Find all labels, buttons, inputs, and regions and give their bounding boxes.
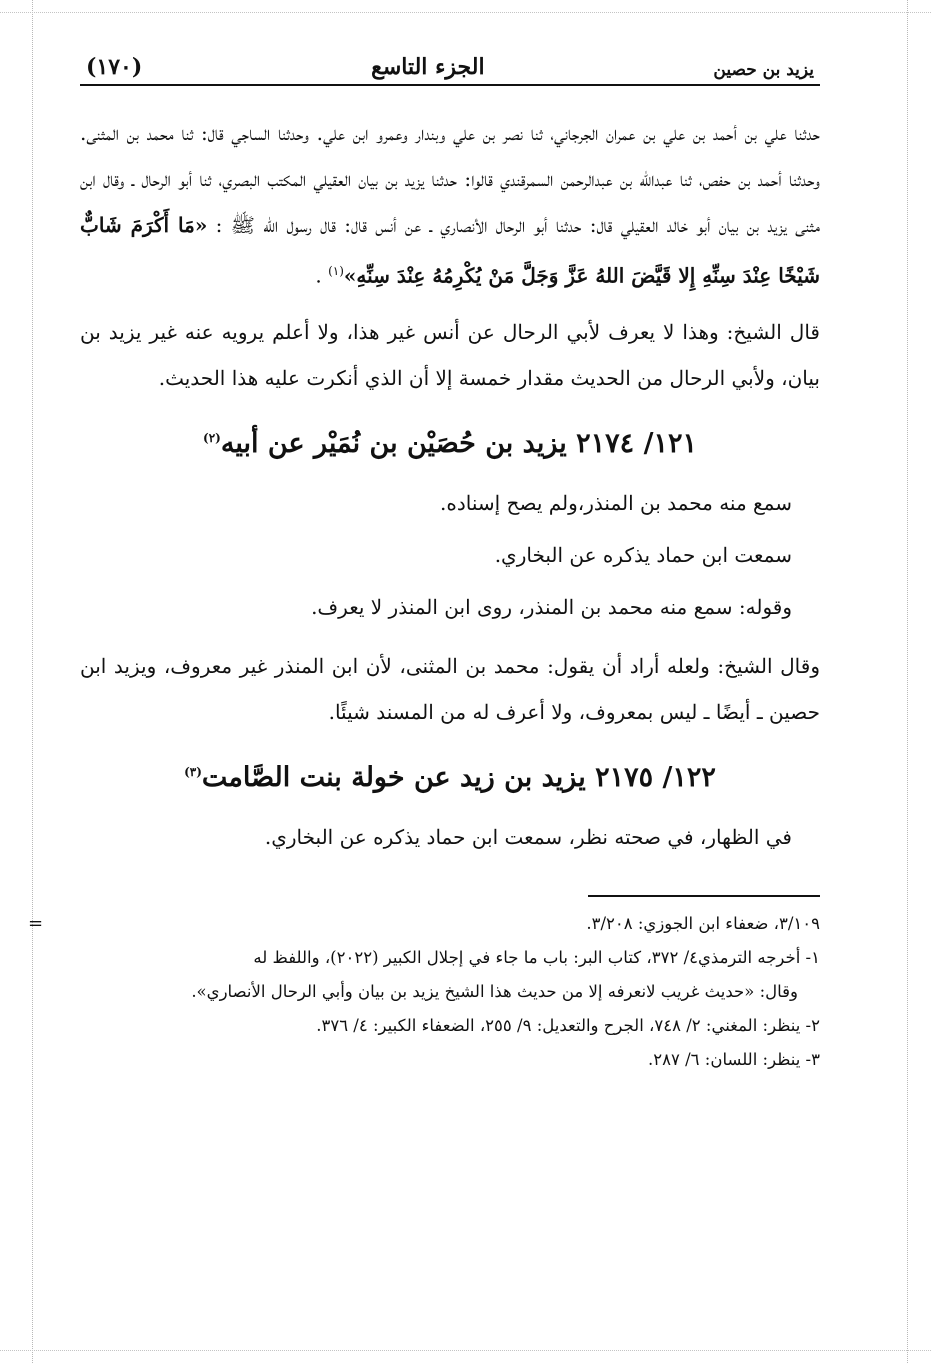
hadith-quote: «مَا أَكْرَمَ شَابٌّ شَيْخًا عِنْدَ سِنِّهِ إِلا قَيَّضَ اللهُ عَزَّ وَجَلَّ مَنْ يُكْرِمُهُ عِنْدَ سِنِّهِ» <box>80 213 820 288</box>
entry-heading-122-text: ١٢٢/ ٢١٧٥ يزيد بن زيد عن خولة بنت الصَّامت <box>201 761 716 793</box>
entry-heading-121 <box>80 413 820 469</box>
footnote-2: ٢- ينظر: المغني: ٢/ ٧٤٨، الجرح والتعديل: ٩/ ٢٥٥، الضعفاء الكبير: ٤/ ٣٧٦. <box>316 1015 820 1035</box>
footnote-3: ٣- ينظر: اللسان: ٦/ ٢٨٧. <box>648 1049 820 1069</box>
sheikh-comment-paragraph-2: وقال الشيخ: ولعله أراد أن يقول: محمد بن المثنى، لأن ابن المنذر غير معروف، ويزيد ابن حصين ـ أيضًا ـ ليس بمعروف، ولا أعرف له من المسند شيئًا. <box>80 653 820 724</box>
running-header <box>80 40 820 86</box>
entry-line-2: سمعت ابن حماد يذكره عن البخاري. <box>494 542 792 567</box>
footnote-continued-text: ٣/١٠٩، ضعفاء ابن الجوزي: ٣/٢٠٨. <box>586 913 820 933</box>
book-page <box>28 40 820 1077</box>
isnad-text: حدثنا علي بن أحمد بن علي بن عمران الجرجاني، ثنا نصر بن علي وبندار وعمرو ابن علي. وحدثنا الساجي قال: ثنا محمد بن المثنى. وحدثنا أحمد بن حفص، ثنا عبدالله بن عبدالرحمن السمرقندي قالوا: حدثنا يزيد بن بيان العقيلي المكتب البصري، ثنا أبو الرحال ـ وقال ابن مثنى يزيد بن بيان أبو خالد العقيلي قال: حدثنا أبو الرحال الأنصاري ـ عن أنس قال: قال رسول الله ﷺ : <box>80 121 820 237</box>
entry-heading-121-text: ١٢١/ ٢١٧٤ يزيد بن حُصَيْن بن نُمَيْر عن أبيه <box>220 427 697 459</box>
footnote-separator <box>588 895 820 897</box>
entry-line-3: وقوله: سمع منه محمد بن المنذر، روى ابن المنذر لا يعرف. <box>311 594 792 619</box>
entry-heading-122 <box>80 747 820 803</box>
scan-margin-line-left <box>32 0 33 1363</box>
footnote-ref-3: (٣) <box>184 764 202 779</box>
footnote-1-line-a: ١- أخرجه الترمذي٤/ ٣٧٢، كتاب البر: باب ما جاء في إجلال الكبير (٢٠٢٢)، واللفظ له <box>253 947 820 967</box>
footnote-ref-1: (١) <box>328 264 344 278</box>
header-part-title: الجزء التاسع <box>371 54 485 80</box>
header-entry-name: يزيد بن حصين <box>713 60 814 80</box>
footnote-1 <box>80 941 820 1009</box>
page-number: (١٧٠) <box>86 54 143 80</box>
entry-line-4: في الظهار، في صحته نظر، سمعت ابن حماد يذكره عن البخاري. <box>264 824 792 849</box>
footnote-1-line-b: وقال: «حديث غريب لانعرفه إلا من حديث هذا الشيخ يزيد بن بيان وأبي الرحال الأنصاري». <box>191 981 798 1001</box>
scan-margin-line-top <box>0 12 931 13</box>
footnote-ref-2: (٢) <box>203 430 221 445</box>
footnote-continued <box>28 907 820 941</box>
sheikh-comment-paragraph: قال الشيخ: وهذا لا يعرف لأبي الرحال عن أنس غير هذا، ولا أعلم يرويه عنه غير يزيد بن بيان، ولأبي الرحال من الحديث مقدار خمسة إلا أن الذي أنكرت عليه هذا الحديث. <box>80 319 820 390</box>
hadith-paragraph <box>80 110 820 299</box>
scan-margin-line-right <box>907 0 908 1363</box>
scan-margin-line-bottom <box>0 1350 931 1351</box>
continuation-marker: = <box>28 912 44 934</box>
paragraph-end: . <box>315 263 329 288</box>
entry-line-1: سمع منه محمد بن المنذر،ولم يصح إسناده. <box>440 490 792 515</box>
